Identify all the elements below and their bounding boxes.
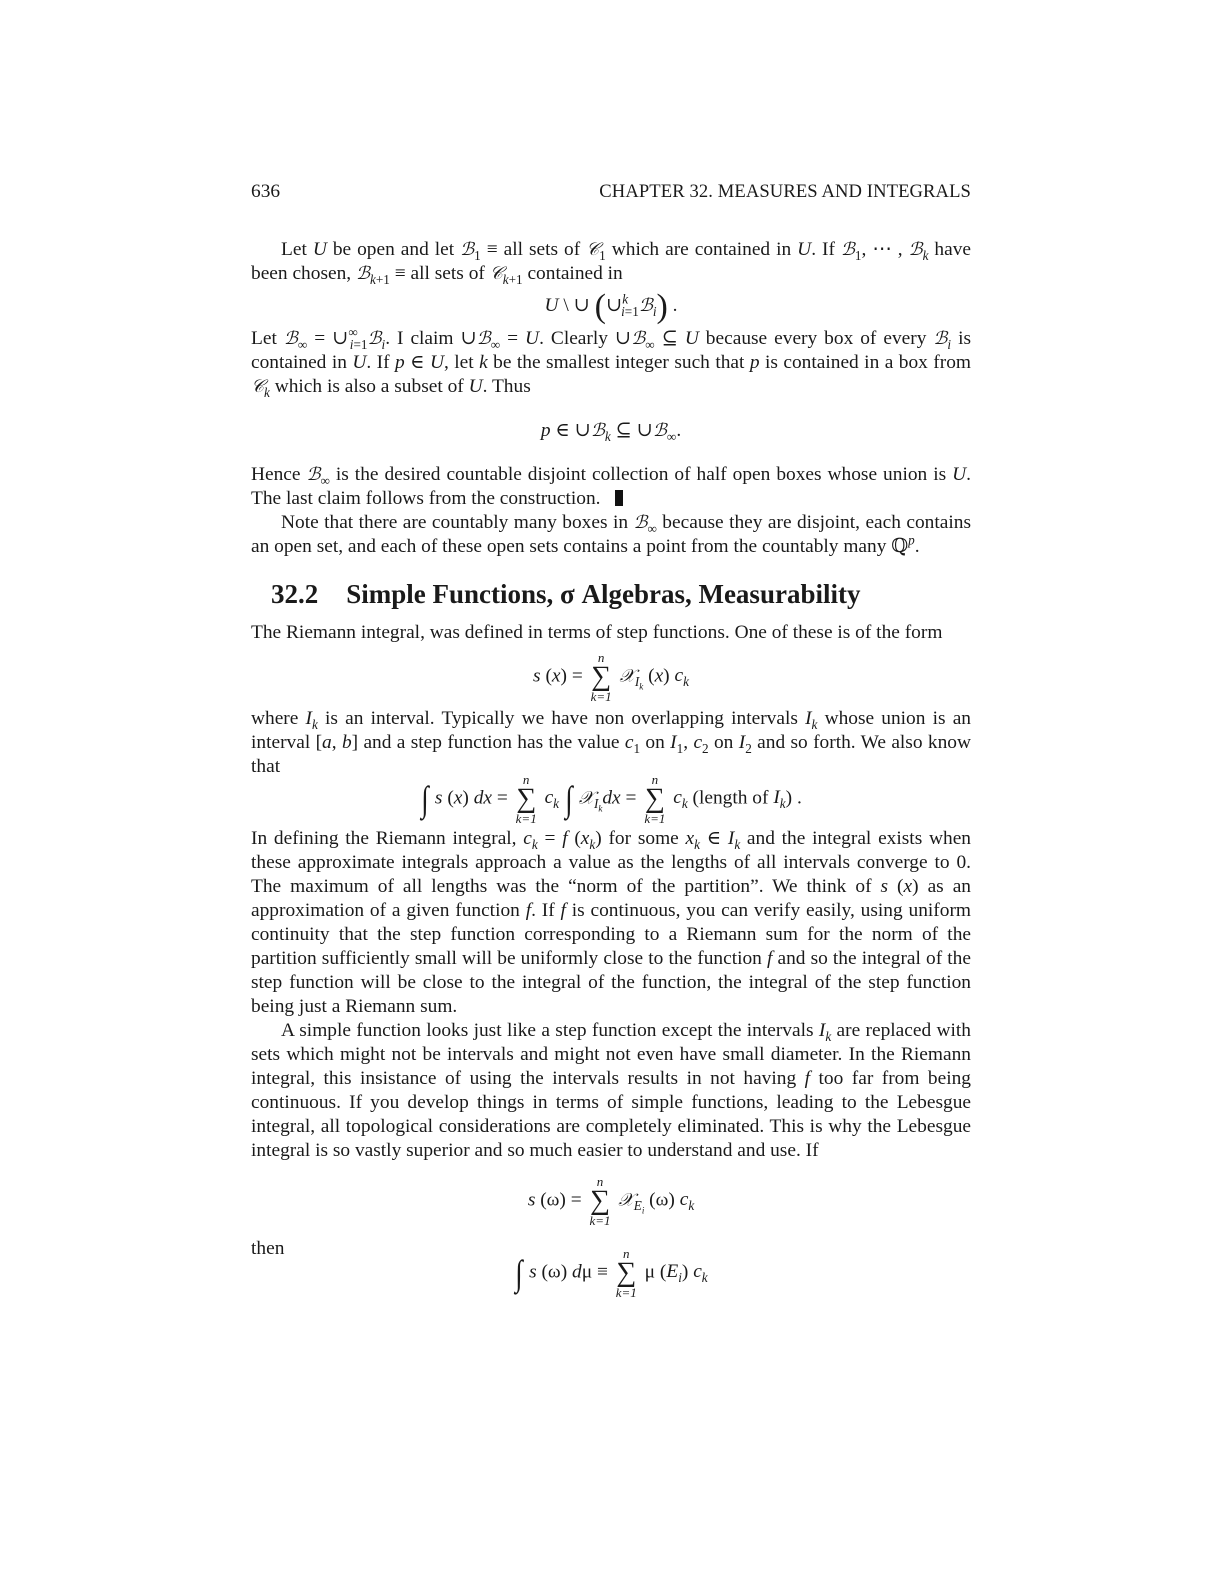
display-equation: ∫ s (ω) dμ ≡ n ∑ k=1 μ $(E_i)$ $c_k$ xyxy=(515,1246,708,1300)
section-title: Simple Functions, σ Algebras, Measurability xyxy=(346,579,861,609)
paragraph: A simple function looks just like a step function except the intervals $I_k$ are replaced with sets which might not be intervals and might not even have small diameter. In the Riemann integral, this insistance of using the intervals results in not having f too far from being continuous. If you develop things in terms of simple functions, leading to the Lebesgue integral, all topological considerations are completely eliminated. This is why the Lebesgue integral is so vastly superior and so much easier to understand and use. If xyxy=(251,1020,971,1161)
paragraph: Let U be open and let ℬ$_1$ ≡ all sets of 𝒞$_1$ which are contained in U. If ℬ$_1$, ⋯ , ℬ$_k$ have been chosen, ℬ$_{k+1}$ ≡ all sets of 𝒞$_{k+1}$ contained in xyxy=(251,239,972,287)
display-equation: U \ ∪ (∪$^k_{i=1}$ℬ$_i$) . xyxy=(544,288,678,325)
paragraph: The Riemann integral, was defined in terms of step functions. One of these is of the form xyxy=(251,622,943,643)
display-equation: s (ω) = n ∑ k=1 𝒳$_{E_i}$ (ω) $c_k$ xyxy=(527,1174,695,1228)
section-number: 32.2 xyxy=(271,579,319,609)
display-equation: s (x) = n ∑ k=1 𝒳$_{I_k}$ (x) $c_k$ xyxy=(533,650,689,704)
display-equation: p ∈ ∪ℬ$_k$ ⊆ ∪ℬ$_\infty$. xyxy=(540,420,682,444)
paragraph: Let ℬ$_\infty$ = $\cup^\infty_{i=1}ℬ_i$. I claim ∪ℬ$_\infty$ = U. Clearly ∪ℬ$_\infty$ ⊆ U because every box of every ℬ$_i$ is contained in U. If p ∈ U, let k be the smallest integer such that p is contained in a box from 𝒞$_k$ which is also a subset of U. Thus xyxy=(251,324,972,400)
page-content xyxy=(251,180,971,1299)
paragraph: where $I_k$ is an interval. Typically we have non overlapping intervals $I_k$ whose union is an interval [a, b] and a step function has the value $c_1$ on $I_1$, $c_2$ on $I_2$ and so forth. We also know that xyxy=(251,708,972,777)
paragraph: Note that there are countably many boxes in ℬ$_\infty$ because they are disjoint, each contains an open set, and each of these open sets contains a point from the countably many ℚ$^p$. xyxy=(251,512,971,557)
chapter-title: CHAPTER 32. MEASURES AND INTEGRALS xyxy=(599,181,971,202)
paragraph: Hence ℬ$_\infty$ is the desired countable disjoint collection of half open boxes whose union is U. The last claim follows from the construction. xyxy=(251,464,971,509)
qed-mark xyxy=(615,490,623,506)
page-number: 636 xyxy=(251,181,281,202)
paragraph: then xyxy=(251,1238,285,1259)
running-header xyxy=(251,180,971,204)
display-equation: ∫ s (x) dx = n ∑ k=1 $c_k$ ∫ 𝒳$_{I_k}$dx = n ∑ k=1 $c_k$ (length of $I_k$) . xyxy=(421,772,802,826)
paragraph: In defining the Riemann integral, $c_k = f$ $(x_k)$ for some $x_k$ ∈ $I_k$ and the integral exists when these approximate integrals approach a value as the lengths of all intervals converge to 0. The maximum of all lengths was the “norm of the partition”. We think of s (x) as an approximation of a given function f. If f is continuous, you can verify easily, using uniform continuity that the step function corresponding to a Riemann sum for the norm of the partition sufficiently small will be uniformly close to the function f and so the integral of the step function will be close to the integral of the function, the integral of the step function being just a Riemann sum. xyxy=(251,828,972,1017)
section-heading xyxy=(271,577,971,611)
